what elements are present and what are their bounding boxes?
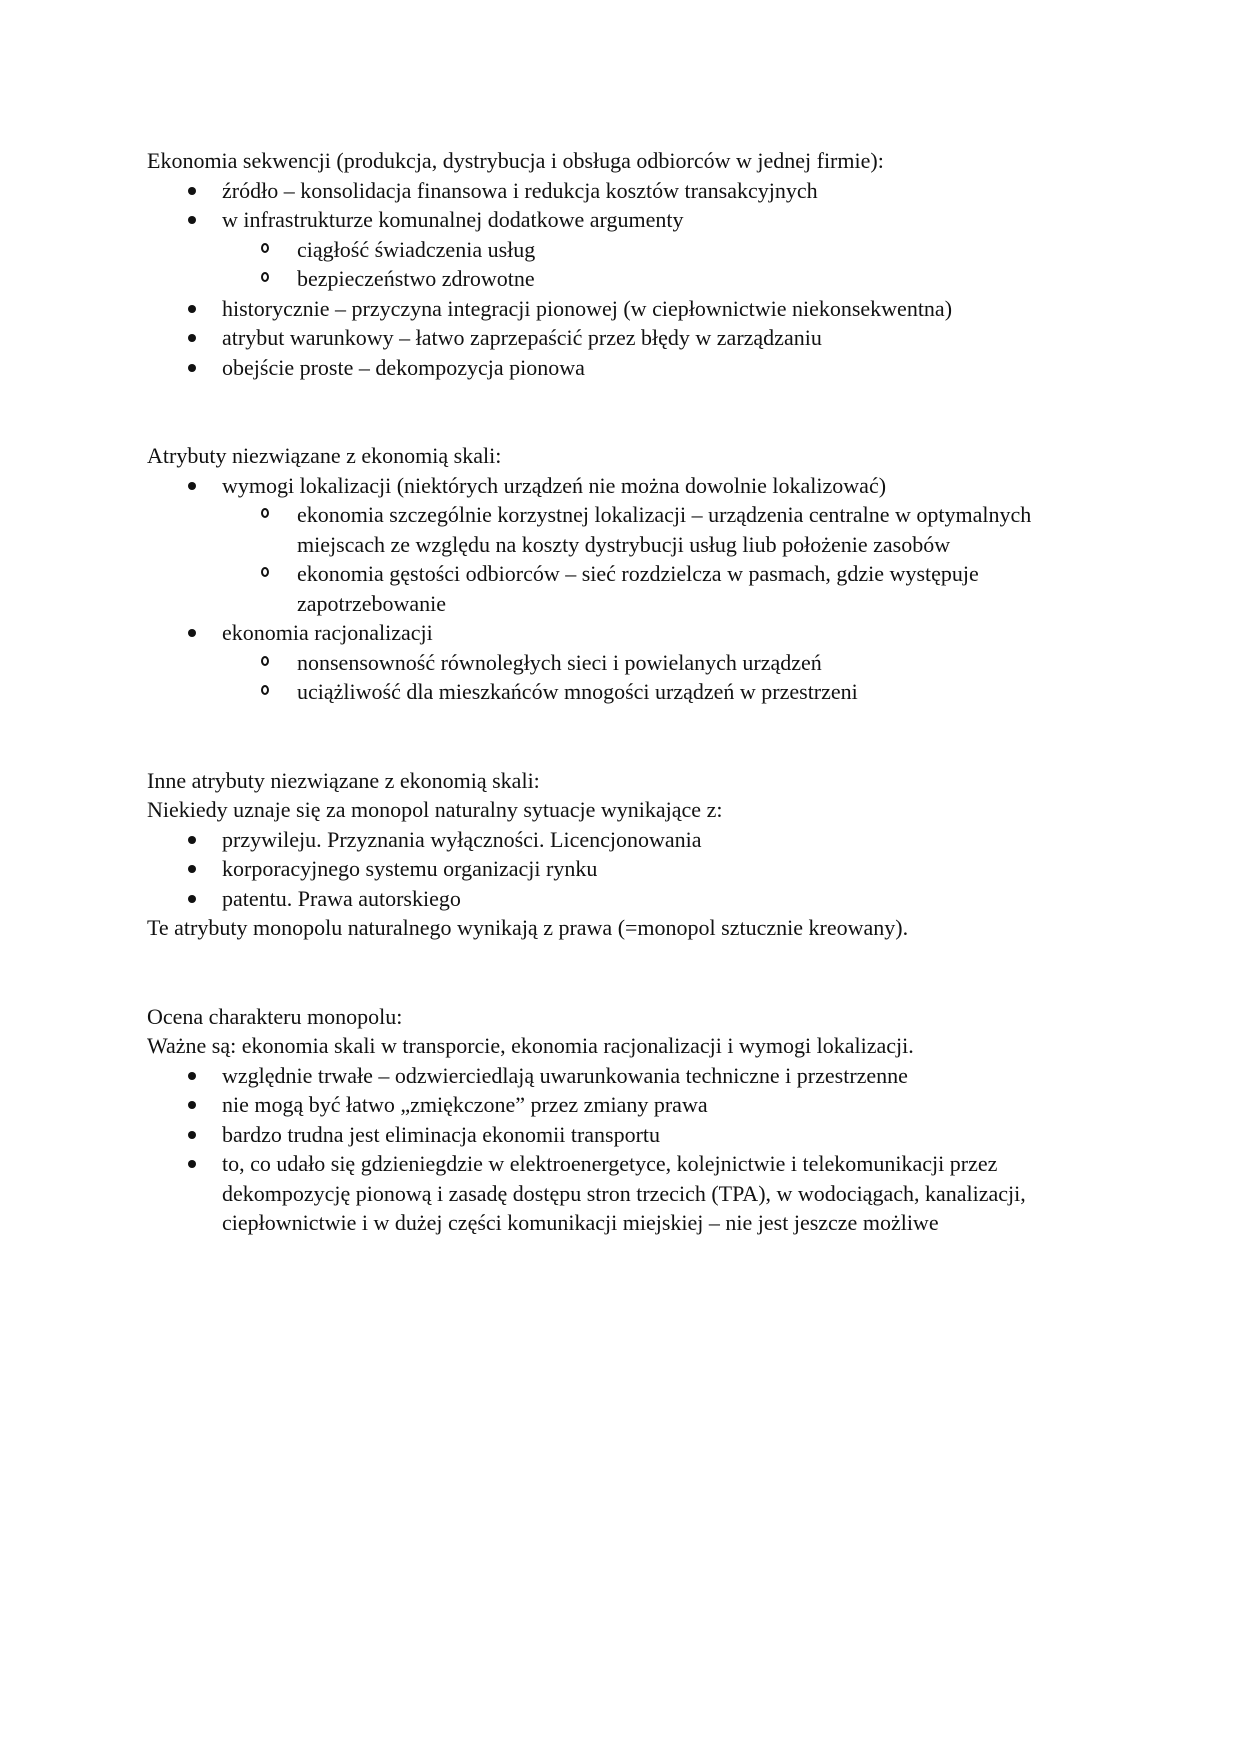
bullet-icon [188,1101,196,1109]
list-item-text: obejście proste – dekompozycja pionowa [222,354,585,380]
circle-bullet-icon [261,272,269,282]
list-item-text: wymogi lokalizacji (niektórych urządzeń nie można dowolnie lokalizować) [222,472,887,498]
circle-bullet-icon [261,567,269,577]
sub-list-item [222,677,1097,707]
list-item-text: w infrastrukturze komunalnej dodatkowe argumenty [222,207,684,232]
bullet-list [147,471,1097,707]
list-item-text: to, co udało się gdzieniegdzie w elektroenergetyce, kolejnictwie i telekomunikacji przez dekompozycję pionową i zasadę dostępu stron trzecich (TPA), w wodociągach, kanalizacji, ciepłownictwie i w dużej części komunikacji miejskiej – nie jest jeszcze możliwe [222,1151,1026,1235]
bullet-list [147,176,1097,383]
circle-bullet-icon [261,656,269,666]
list-item-text: patentu. Prawa autorskiego [222,885,461,911]
section-spacer [147,707,1097,766]
list-item-text: nie mogą być łatwo „zmiękczone” przez zmiany prawa [222,1092,708,1117]
bullet-icon [188,364,196,372]
sub-list-item-text: ekonomia szczególnie korzystnej lokalizacji – urządzenia centralne w optymalnych miejscach ze względu na koszty dystrybucji usług liub położenie zasobów [297,502,1032,557]
list-item [147,884,1097,914]
bullet-icon [188,305,196,313]
section-inne-atrybuty [147,766,1097,943]
sub-list-item-text: uciążliwość dla mieszkańców mnogości urządzeń w przestrzeni [297,679,858,704]
list-item-text: względnie trwałe – odzwierciedlają uwarunkowania techniczne i przestrzenne [222,1062,908,1088]
list-item [147,1090,1097,1120]
bullet-icon [188,187,196,195]
section-outro: Te atrybuty monopolu naturalnego wynikają z prawa (=monopol sztucznie kreowany). [147,915,909,940]
sub-list-item [222,559,1097,618]
list-item [147,471,1097,619]
list-item-text: przywileju. Przyznania wyłączności. Licencjonowania [222,826,702,852]
bullet-icon [188,895,196,903]
sub-list [222,235,1097,294]
bullet-icon [188,865,196,873]
bullet-icon [188,836,196,844]
sub-list [222,500,1097,618]
list-item-text: historycznie – przyczyna integracji pionowej (w ciepłownictwie niekonsekwentna) [222,295,953,321]
list-item [147,176,1097,206]
section-atrybuty-niezwiazane [147,441,1097,707]
bullet-list [147,825,1097,914]
sub-list [222,648,1097,707]
bullet-icon [188,334,196,342]
list-item-text: źródło – konsolidacja finansowa i redukcja kosztów transakcyjnych [222,177,818,203]
sub-list-item [222,264,1097,294]
bullet-icon [188,216,196,224]
bullet-list [147,1061,1097,1238]
bullet-icon [188,1160,196,1168]
circle-bullet-icon [261,243,269,253]
sub-list-item-text: ciągłość świadczenia usług [297,236,536,262]
bullet-icon [188,482,196,490]
section-heading: Atrybuty niezwiązane z ekonomią skali: [147,443,502,468]
section-ocena-charakteru [147,1002,1097,1238]
list-item-text: ekonomia racjonalizacji [222,620,433,645]
list-item [147,294,1097,324]
list-item [147,618,1097,707]
list-item [147,854,1097,884]
section-heading: Inne atrybuty niezwiązane z ekonomią skali: [147,767,540,793]
section-spacer [147,943,1097,1002]
circle-bullet-icon [261,685,269,695]
sub-list-item [222,500,1097,559]
document-page [147,146,1097,1238]
sub-list-item-text: ekonomia gęstości odbiorców – sieć rozdzielcza w pasmach, gdzie występuje zapotrzebowanie [297,561,979,616]
section-heading: Ocena charakteru monopolu: [147,1003,403,1029]
section-intro: Ważne są: ekonomia skali w transporcie, ekonomia racjonalizacji i wymogi lokalizacji. [147,1033,914,1058]
list-item-text: bardzo trudna jest eliminacja ekonomii transportu [222,1121,661,1147]
sub-list-item [222,235,1097,265]
list-item [147,825,1097,855]
list-item [147,1120,1097,1150]
list-item [147,353,1097,383]
list-item [147,323,1097,353]
sub-list-item-text: nonsensowność równoległych sieci i powielanych urządzeń [297,649,822,675]
list-item [147,1149,1097,1238]
bullet-icon [188,629,196,637]
list-item [147,205,1097,294]
sub-list-item [222,648,1097,678]
section-intro: Niekiedy uznaje się za monopol naturalny sytuacje wynikające z: [147,797,723,822]
list-item-text: korporacyjnego systemu organizacji rynku [222,856,598,881]
sub-list-item-text: bezpieczeństwo zdrowotne [297,266,535,291]
circle-bullet-icon [261,508,269,518]
section-heading: Ekonomia sekwencji (produkcja, dystrybucja i obsługa odbiorców w jednej firmie): [147,148,884,173]
bullet-icon [188,1131,196,1139]
list-item-text: atrybut warunkowy – łatwo zaprzepaścić przez błędy w zarządzaniu [222,325,822,350]
bullet-icon [188,1072,196,1080]
section-spacer [147,382,1097,441]
list-item [147,1061,1097,1091]
section-ekonomia-sekwencji [147,146,1097,382]
